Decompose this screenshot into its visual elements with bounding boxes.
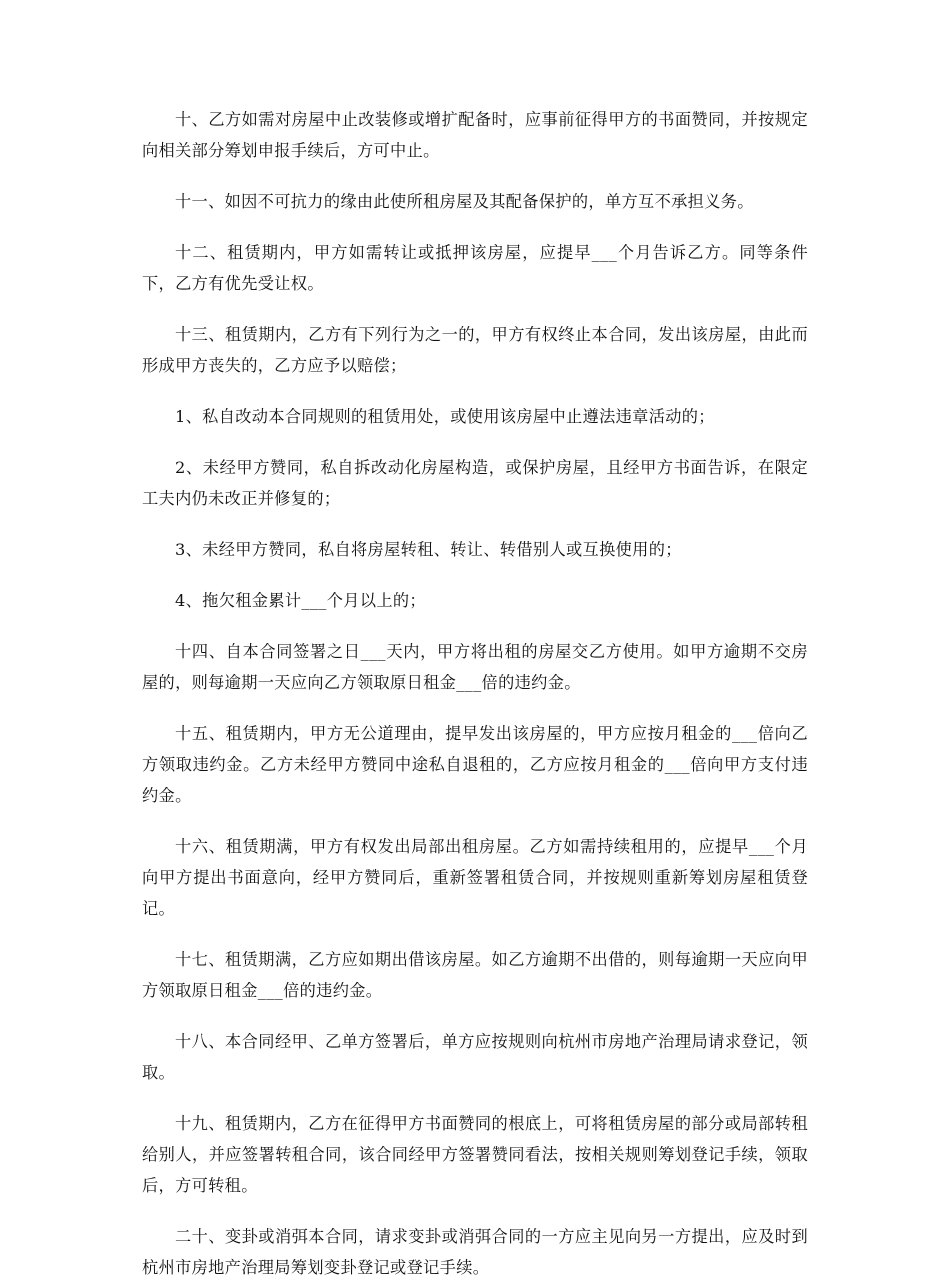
- paragraph-clause-10: 十、乙方如需对房屋中止改装修或增扩配备时，应事前征得甲方的书面赞同，并按规定向相关部分筹划申报手续后，方可中止。: [142, 110, 808, 160]
- paragraph-clause-15: 十五、租赁期内，甲方无公道理由，提早发出该房屋的，甲方应按月租金的___倍向乙方领取违约金。乙方未经甲方赞同中途私自退租的，乙方应按月租金的___倍向甲方支付违约金。: [142, 724, 808, 805]
- paragraph-clause-18: 十八、本合同经甲、乙单方签署后，单方应按规则向杭州市房地产治理局请求登记，领取。: [142, 1032, 808, 1082]
- paragraph-clause-17: 十七、租赁期满，乙方应如期出借该房屋。如乙方逾期不出借的，则每逾期一天应向甲方领取原日租金___倍的违约金。: [142, 950, 808, 1000]
- paragraph-clause-20: 二十、变卦或消弭本合同，请求变卦或消弭合同的一方应主见向另一方提出，应及时到杭州市房地产治理局筹划变卦登记或登记手续。: [142, 1227, 808, 1277]
- paragraph-clause-13-item-3: 3、未经甲方赞同，私自将房屋转租、转让、转借别人或互换使用的；: [175, 540, 682, 559]
- paragraph-clause-13: 十三、租赁期内，乙方有下列行为之一的，甲方有权终止本合同，发出该房屋，由此而形成甲方丧失的，乙方应予以赔偿；: [142, 325, 808, 375]
- paragraph-clause-11: 十一、如因不可抗力的缘由此使所租房屋及其配备保护的，单方互不承担义务。: [175, 192, 754, 211]
- paragraph-clause-12: 十二、租赁期内，甲方如需转让或抵押该房屋，应提早___个月告诉乙方。同等条件下，乙方有优先受让权。: [142, 243, 808, 293]
- paragraph-clause-14: 十四、自本合同签署之日___天内，甲方将出租的房屋交乙方使用。如甲方逾期不交房屋的，则每逾期一天应向乙方领取原日租金___倍的违约金。: [142, 642, 808, 692]
- paragraph-clause-16: 十六、租赁期满，甲方有权发出局部出租房屋。乙方如需持续租用的，应提早___个月向甲方提出书面意向，经甲方赞同后，重新签署租赁合同，并按规则重新筹划房屋租赁登记。: [142, 837, 808, 918]
- paragraph-clause-13-item-4: 4、拖欠租金累计___个月以上的；: [175, 591, 426, 610]
- paragraph-clause-19: 十九、租赁期内，乙方在征得甲方书面赞同的根底上，可将租赁房屋的部分或局部转租给别人，并应签署转租合同，该合同经甲方签署赞同看法，按相关规则筹划登记手续，领取后，方可转租。: [142, 1114, 808, 1195]
- paragraph-clause-13-item-1: 1、私自改动本合同规则的租赁用处，或使用该房屋中止遵法违章活动的；: [175, 407, 715, 426]
- paragraph-clause-13-item-2: 2、未经甲方赞同，私自拆改动化房屋构造，或保护房屋，且经甲方书面告诉，在限定工夫内仍未改正并修复的；: [142, 458, 808, 508]
